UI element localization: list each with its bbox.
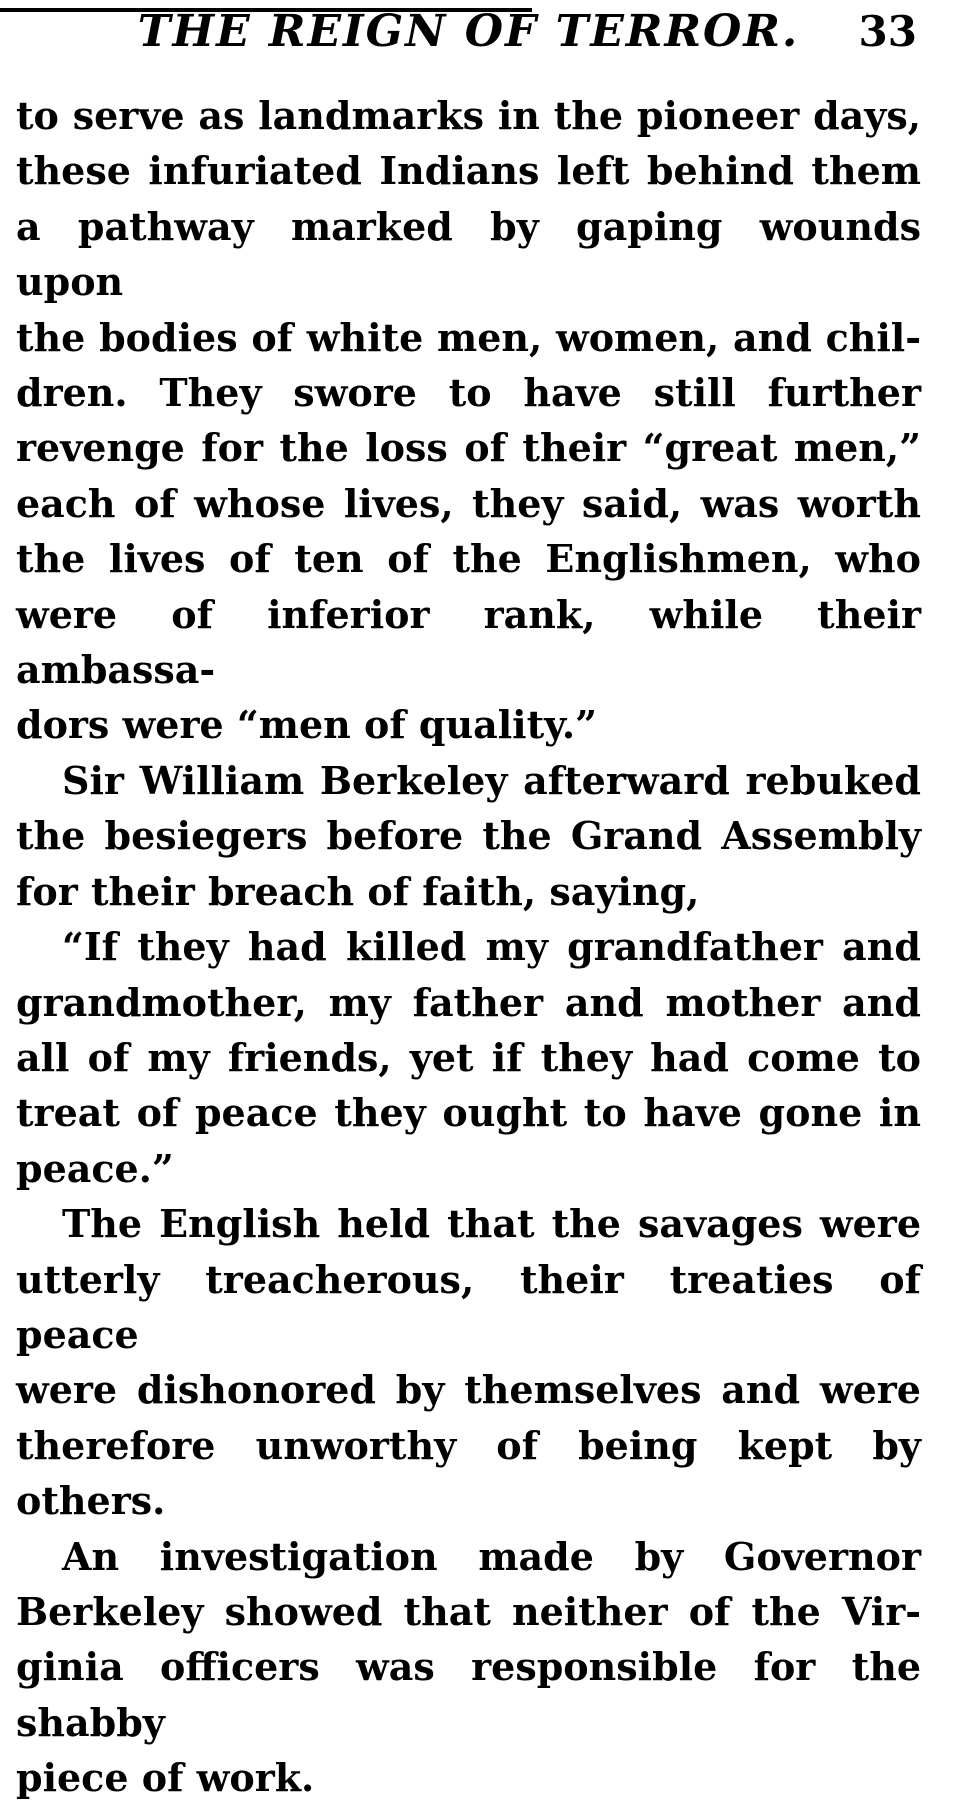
text-line: An investigation made by Governor [62,1533,921,1579]
text-line: revenge for the loss of their “great men,” [16,425,921,471]
paragraph [16,919,921,1196]
text-line: the bodies of white men, women, and chil- [16,314,921,360]
text-line: ginia officers was responsible for the shabby [16,1644,921,1745]
paragraph [16,1196,921,1528]
text-line: for their breach of faith, saying, [16,868,700,914]
body-text [0,88,958,1806]
running-head: THE REIGN OF TERROR. [137,6,800,57]
text-line: each of whose lives, they said, was worth [16,480,921,526]
text-line: “If they had killed my grandfather and [62,924,921,970]
paragraph [16,1529,921,1806]
text-line: treat of peace they ought to have gone in [16,1090,921,1136]
text-line: grandmother, my father and mother and [16,979,921,1025]
text-line: Sir William Berkeley afterward rebuked [62,757,921,803]
text-line: all of my friends, yet if they had come to [16,1034,921,1080]
text-line: a pathway marked by gaping wounds upon [16,203,921,305]
text-line: were dishonored by themselves and were [16,1367,921,1413]
text-line: to serve as landmarks in the pioneer days, [16,93,921,138]
paragraph [16,88,921,753]
text-line: the besiegers before the Grand Assembly [16,813,921,859]
text-line: were of inferior rank, while their ambassa- [16,591,921,693]
text-line: utterly treacherous, their treaties of peace [16,1256,921,1357]
paragraph [16,753,921,919]
text-line: piece of work. [16,1755,315,1801]
text-line: dors were “men of quality.” [16,702,597,748]
text-line: peace.” [16,1145,174,1191]
text-line: the lives of ten of the Englishmen, who [16,536,921,582]
text-line: The English held that the savages were [62,1201,921,1247]
text-line: dren. They swore to have still further [16,370,921,416]
page-header [16,8,921,56]
text-line: therefore unworthy of being kept by others. [16,1422,921,1524]
text-line: Berkeley showed that neither of the Vir- [16,1588,921,1634]
book-page [0,6,958,1801]
text-line: these infuriated Indians left behind them [16,148,921,194]
page-number: 33 [858,7,917,56]
